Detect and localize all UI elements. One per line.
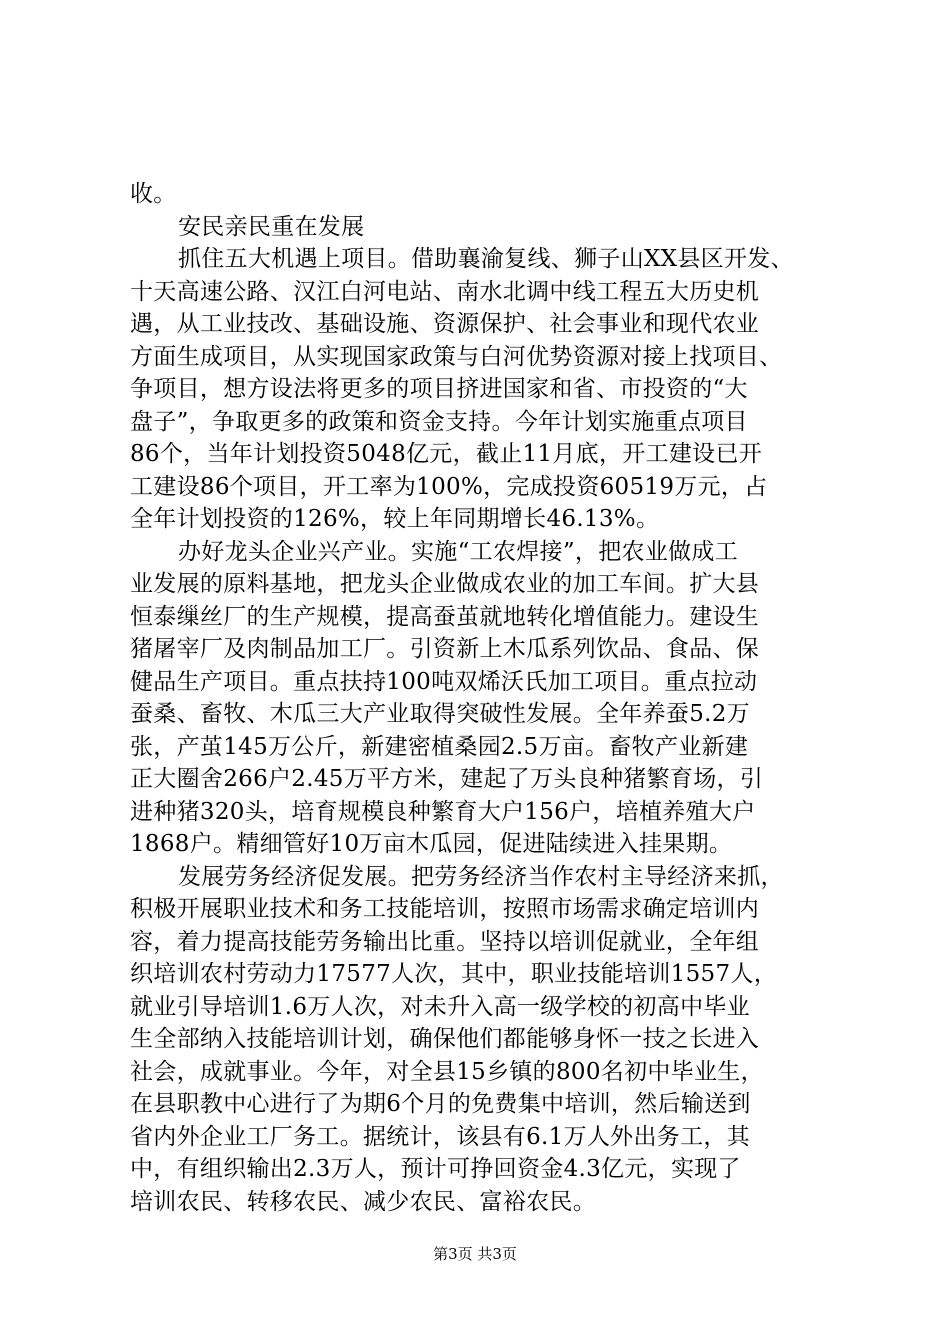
- text-line: 生全部纳入技能培训计划，确保他们都能够身怀一技之长进入: [130, 1026, 760, 1052]
- document-body: [130, 178, 850, 1218]
- text-line: 容，着力提高技能劳务输出比重。坚持以培训促就业，全年组: [130, 928, 760, 955]
- text-line: 全年计划投资的126%，较上年同期增长46.13%。: [130, 506, 660, 532]
- text-line: 在县职教中心进行了为期6个月的免费集中培训，然后输送到: [130, 1091, 751, 1117]
- text-line: 业发展的原料基地，把龙头企业做成农业的加工车间。扩大县: [130, 571, 760, 597]
- text-line: 张，产茧145万公斤，新建密植桑园2.5万亩。畜牧产业新建: [130, 733, 749, 760]
- page-number-footer: 第3页 共3页: [433, 1245, 517, 1263]
- text-line: 积极开展职业技术和务工技能培训，按照市场需求确定培训内: [130, 896, 760, 922]
- text-line: 十天高速公路、汉江白河电站、南水北调中线工程五大历史机: [130, 278, 760, 305]
- text-line: 织培训农村劳动力17577人次，其中，职业技能培训1557人，: [130, 961, 777, 987]
- text-line: 办好龙头企业兴产业。实施“工农焊接”，把农业做成工: [178, 538, 739, 565]
- text-line: 1868户。精细管好10万亩木瓜园，促进陆续进入挂果期。: [130, 831, 733, 857]
- text-line: 争项目，想方设法将更多的项目挤进国家和省、市投资的“大: [130, 376, 748, 402]
- text-line: 省内外企业工厂务工。据统计，该县有6.1万人外出务工，其: [130, 1123, 750, 1150]
- text-line: 86个，当年计划投资5048亿元，截止11月底，开工建设已开: [130, 441, 763, 467]
- text-line: 蚕桑、畜牧、木瓜三大产业取得突破性发展。全年养蚕5.2万: [130, 701, 750, 727]
- text-line: 中，有组织输出2.3万人，预计可挣回资金4.3亿元，实现了: [130, 1156, 741, 1182]
- text-line: 健品生产项目。重点扶持100吨双烯沃氏加工项目。重点拉动: [130, 668, 758, 695]
- text-line: 进种猪320头，培育规模良种繁育大户156户，培植养殖大户: [130, 798, 756, 825]
- text-line: 安民亲民重在发展: [178, 213, 365, 240]
- text-line: 发展劳务经济促发展。把劳务经济当作农村主导经济来抓，: [178, 863, 784, 890]
- text-line: 正大圈舍266户2.45万平方米，建起了万头良种猪繁育场，引: [130, 766, 764, 792]
- text-line: 遇，从工业技改、基础设施、资源保护、社会事业和现代农业: [130, 311, 760, 337]
- text-line: 收。: [130, 181, 177, 207]
- text-line: 社会，成就事业。今年，对全县15乡镇的800名初中毕业生，: [130, 1058, 764, 1085]
- text-line: 方面生成项目，从实现国家政策与白河优势资源对接上找项目、: [130, 343, 783, 370]
- text-line: 猪屠宰厂及肉制品加工厂。引资新上木瓜系列饮品、食品、保: [130, 636, 760, 662]
- text-line: 抓住五大机遇上项目。借助襄渝复线、狮子山XX县区开发、: [178, 246, 794, 272]
- text-line: 恒泰缫丝厂的生产规模，提高蚕茧就地转化增值能力。建设生: [130, 603, 760, 630]
- text-line: 培训农民、转移农民、减少农民、富裕农民。: [130, 1188, 596, 1215]
- text-line: 盘子”，争取更多的政策和资金支持。今年计划实施重点项目: [130, 408, 748, 435]
- text-line: 就业引导培训1.6万人次，对未升入高一级学校的初高中毕业: [130, 993, 750, 1020]
- text-line: 工建设86个项目，开工率为100%，完成投资60519万元，占: [130, 473, 768, 500]
